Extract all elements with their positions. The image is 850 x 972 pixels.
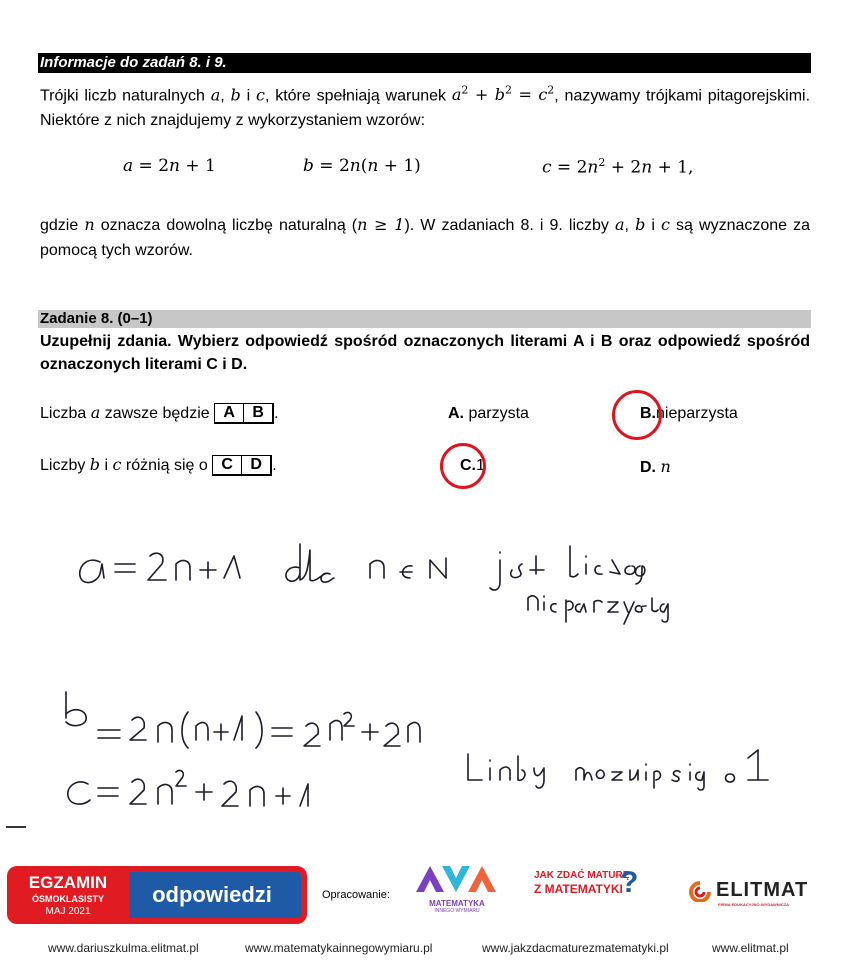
question-mark-icon: ? xyxy=(620,866,639,899)
option-b[interactable]: B.nieparzysta xyxy=(640,405,738,422)
formula-b: b = 2n(n + 1) xyxy=(303,156,421,176)
info-header: Informacje do zadań 8. i 9. xyxy=(38,53,811,73)
handwriting-note xyxy=(468,750,768,790)
prepared-by-label: Opracowanie: xyxy=(322,889,390,901)
logo-elitmat: ELITMAT FIRMA EDUKACYJNO-WYDAWNICZA xyxy=(688,878,828,914)
task-instruction: Uzupełnij zdania. Wybierz odpowiedź spośród oznaczonych literami A i B oraz odpowiedź spośród oznaczonych literami C i D. xyxy=(40,333,810,373)
sentence-1: Liczba a zawsze będzie A B . xyxy=(40,403,279,424)
badge-answers: odpowiedzi xyxy=(123,872,301,918)
sentence-2: Liczby b i c różnią się o C D . xyxy=(40,455,277,476)
handwriting-a-formula xyxy=(80,544,668,624)
footer-link-matematykainnegowymiaru[interactable]: www.matematykainnegowymiaru.pl xyxy=(245,941,433,955)
badge-date: MAJ 2021 xyxy=(45,906,91,917)
formula-c: $c = 2n^2 + 2n + 1$, xyxy=(542,156,694,178)
answer-box-cd: C D xyxy=(212,455,272,476)
margin-mark xyxy=(6,826,26,828)
badge-subtitle: ÓSMOKLASISTY xyxy=(31,894,104,904)
answer-box-ab: A B xyxy=(214,403,274,424)
footer-link-dariuszkulma[interactable]: www.dariuszkulma.elitmat.pl xyxy=(48,941,199,955)
option-c[interactable]: C.1 xyxy=(460,457,485,474)
footer-link-jakzdacmature[interactable]: www.jakzdacmaturezmatematyki.pl xyxy=(482,941,669,955)
info-paragraph-2: gdzie n oznacza dowolną liczbę naturalną (n ≥ 1). W zadaniach 8. i 9. liczby a, b i c są wyznaczone za pomocą tych wzorów. xyxy=(40,215,811,259)
option-d[interactable]: D. n xyxy=(640,457,671,476)
info-paragraph-1: Trójki liczb naturalnych a, b i c, które spełniają warunek $a^2 + b^2 = c^2$, nazywamy trójkami pitagorejskimi. Niektóre z nich znajdujemy z wykorzystaniem wzorów: xyxy=(40,84,811,130)
selected-answer-circle-c xyxy=(440,443,486,489)
pythagorean-condition: $a^2 + b^2 = c^2$ xyxy=(451,84,555,105)
logo-matematyka-innego-wymiaru: MATEMATYKA INNEGO WYMIARU xyxy=(412,864,502,914)
selected-answer-circle-b xyxy=(612,390,662,440)
handwriting-c-formula xyxy=(68,770,308,806)
handwritten-solution xyxy=(0,520,850,840)
formula-a: a = 2n + 1 xyxy=(123,156,216,176)
option-a[interactable]: A. parzysta xyxy=(448,405,529,422)
triangles-icon xyxy=(412,864,502,894)
exam-badge xyxy=(7,866,307,924)
task-header: Zadanie 8. (0–1) xyxy=(38,310,811,328)
handwriting-b-formula xyxy=(66,692,420,748)
badge-title: EGZAMIN xyxy=(28,873,108,892)
footer-link-elitmat[interactable]: www.elitmat.pl xyxy=(712,941,789,955)
logo-jak-zdac-mature: JAK ZDAĆ MATURĘ Z MATEMATYKI ? xyxy=(534,866,639,899)
elitmat-swirl-icon xyxy=(688,880,712,902)
